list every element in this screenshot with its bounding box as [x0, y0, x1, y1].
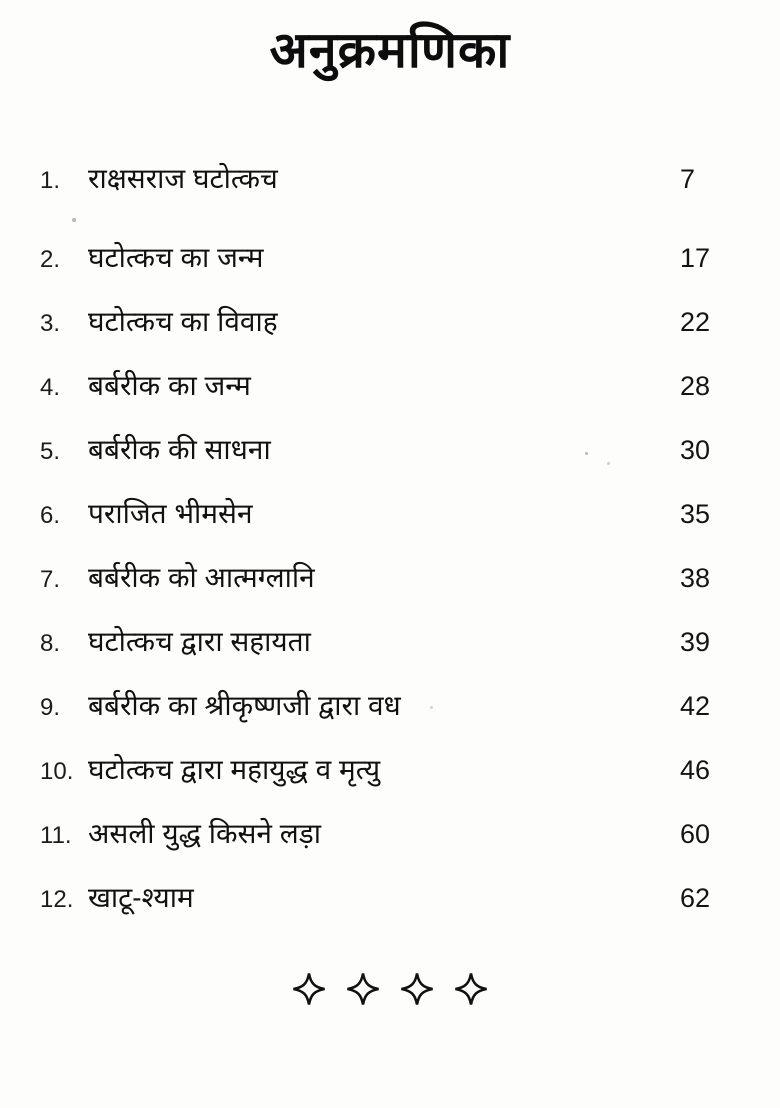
toc-item-title: घटोत्कच का जन्म	[88, 242, 264, 273]
toc-row	[40, 433, 740, 469]
toc-item-number: 11.	[40, 822, 72, 849]
toc-item-number: 2.	[40, 246, 61, 273]
toc-item-page: 42	[680, 691, 711, 721]
toc-item-title: असली युद्ध किसने लड़ा	[88, 818, 321, 849]
toc-item-number: 3.	[40, 310, 61, 337]
toc-item-number: 7.	[40, 566, 61, 593]
page-title: अनुक्रमणिका	[269, 22, 511, 78]
toc-item-page: 35	[680, 499, 711, 529]
toc-item-page: 7	[680, 164, 696, 194]
four-pointed-star-icon	[400, 972, 434, 1006]
toc-item-number: 1.	[40, 167, 61, 194]
toc-item-number: 9.	[40, 694, 61, 721]
toc-item-title: खाटू-श्याम	[88, 882, 194, 913]
toc-item-page: 46	[680, 755, 711, 785]
toc-item-page: 30	[680, 435, 711, 465]
toc-item-page: 22	[680, 307, 711, 337]
four-pointed-star-icon	[292, 972, 326, 1006]
four-pointed-star-icon	[346, 972, 380, 1006]
scan-speck	[430, 706, 433, 709]
scan-speck	[72, 218, 76, 222]
toc-item-number: 4.	[40, 374, 61, 401]
toc-row	[40, 369, 740, 405]
footer-ornament	[0, 972, 780, 1006]
toc-row	[40, 162, 740, 198]
toc-item-title: बर्बरीक को आत्मग्लानि	[88, 562, 315, 593]
toc-row	[40, 561, 740, 597]
toc-item-title: घटोत्कच द्वारा सहायता	[88, 626, 311, 657]
toc-item-number: 10.	[40, 758, 74, 785]
toc-item-title: बर्बरीक का जन्म	[88, 370, 251, 401]
toc-item-page: 39	[680, 627, 711, 657]
toc-item-page: 17	[680, 243, 711, 273]
scan-speck	[585, 452, 588, 455]
toc-row	[40, 753, 740, 789]
scan-speck	[607, 462, 610, 465]
toc-item-title: पराजित भीमसेन	[88, 498, 253, 529]
four-pointed-star-icon	[454, 972, 488, 1006]
toc-list	[40, 162, 740, 945]
toc-row	[40, 305, 740, 341]
toc-row	[40, 817, 740, 853]
toc-row	[40, 625, 740, 661]
toc-row	[40, 241, 740, 277]
toc-row	[40, 881, 740, 917]
toc-row	[40, 689, 740, 725]
toc-item-number: 12.	[40, 886, 74, 913]
toc-item-page: 62	[680, 883, 711, 913]
toc-item-page: 28	[680, 371, 711, 401]
toc-item-title: बर्बरीक की साधना	[88, 434, 271, 465]
toc-item-number: 6.	[40, 502, 61, 529]
toc-row	[40, 497, 740, 533]
toc-item-title: बर्बरीक का श्रीकृष्णजी द्वारा वध	[88, 690, 401, 721]
toc-item-number: 8.	[40, 630, 61, 657]
toc-item-title: घटोत्कच द्वारा महायुद्ध व मृत्यु	[88, 754, 381, 785]
toc-item-page: 60	[680, 819, 711, 849]
toc-item-title: राक्षसराज घटोत्कच	[88, 163, 278, 194]
toc-item-number: 5.	[40, 438, 61, 465]
toc-item-page: 38	[680, 563, 711, 593]
toc-item-title: घटोत्कच का विवाह	[88, 306, 278, 337]
